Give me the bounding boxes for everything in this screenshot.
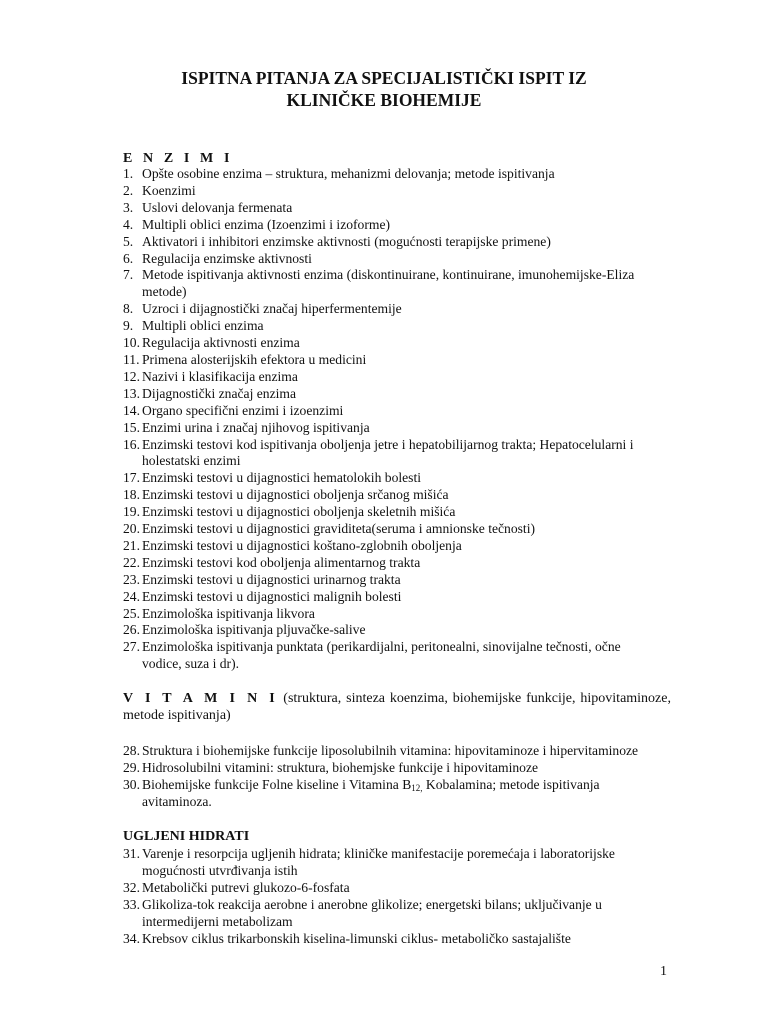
question-text: Organo specifični enzimi i izoenzimi	[142, 402, 344, 418]
section-heading-vitamini-text: V I T A M I N I	[123, 691, 279, 706]
page-number: 1	[660, 964, 667, 979]
question-text: Enzimološka ispitivanja pljuvačke-salive	[142, 622, 366, 638]
question-number: 12.	[123, 368, 140, 384]
question-number: 29.	[123, 759, 140, 775]
question-item	[123, 437, 663, 471]
title-line-2: KLINIČKE BIOHEMIJE	[286, 90, 482, 110]
question-number: 24.	[123, 588, 140, 604]
question-text: Enzimski testovi kod oboljenja alimentarnog trakta	[142, 554, 421, 570]
question-number: 25.	[123, 605, 140, 621]
question-item	[123, 639, 663, 673]
question-item	[123, 555, 663, 572]
ugljeni-hidrati-question-list	[123, 846, 663, 947]
enzimi-question-list	[123, 166, 663, 673]
question-number: 27.	[123, 639, 140, 655]
question-number: 10.	[123, 335, 140, 351]
question-text: Uzroci i dijagnostički značaj hiperfermentemije	[142, 301, 402, 317]
question-item	[123, 386, 663, 403]
title-line-1: ISPITNA PITANJA ZA SPECIJALISTIČKI ISPIT IZ	[181, 68, 587, 88]
question-item	[123, 166, 663, 183]
question-item	[123, 487, 663, 504]
question-item	[123, 369, 663, 386]
question-text: Opšte osobine enzima – struktura, mehanizmi delovanja; metode ispitivanja	[142, 166, 555, 181]
question-number: 5.	[123, 233, 134, 249]
question-item	[123, 267, 663, 301]
question-text: Krebsov ciklus trikarbonskih kiselina-limunski ciklus- metaboličko sastajalište	[142, 930, 571, 946]
question-text: Koenzimi	[142, 182, 196, 198]
question-number: 18.	[123, 487, 140, 503]
question-number: 34.	[123, 930, 140, 946]
question-number: 2.	[123, 182, 134, 198]
question-number: 8.	[123, 301, 134, 317]
question-text: Enzimološka ispitivanja likvora	[142, 605, 315, 621]
question-item	[123, 403, 663, 420]
question-number: 21.	[123, 537, 140, 553]
question-text: Enzimski testovi u dijagnostici malignih bolesti	[142, 588, 402, 604]
section-heading-enzimi-text: E N Z I M I	[123, 151, 233, 166]
question-text: Glikoliza-tok reakcija aerobne i anerobne glikolize; energetski bilans; uključivanje u intermedijerni metabolizam	[142, 896, 602, 929]
vitamin-subscript: 12,	[411, 782, 423, 793]
section-description-vitamini: (struktura, sinteza koenzima, biohemijske funkcije, hipovitaminoze, metode ispitivanja)	[123, 691, 671, 723]
question-number: 17.	[123, 470, 140, 486]
question-text: Multipli oblici enzima (Izoenzimi i izoforme)	[142, 216, 391, 232]
question-number: 4.	[123, 216, 134, 232]
question-item	[123, 589, 663, 606]
question-text: Nazivi i klasifikacija enzima	[142, 368, 298, 384]
question-text-part: Biohemijske funkcije Folne kiseline i Vitamina B	[142, 776, 412, 792]
question-text	[142, 777, 663, 811]
question-item	[123, 504, 663, 521]
section-heading-vitamini	[123, 690, 671, 724]
question-text: Enzimski testovi u dijagnostici oboljenja skeletnih mišića	[142, 504, 456, 520]
question-number: 22.	[123, 554, 140, 570]
question-text: Uslovi delovanja fermenata	[142, 199, 293, 215]
question-text: Primena alosterijskih efektora u medicini	[142, 351, 367, 367]
question-item	[123, 846, 663, 880]
question-text: Metode ispitivanja aktivnosti enzima (diskontinuirane, kontinuirane, imunohemijske-Eliza metode)	[142, 267, 635, 300]
question-item	[123, 251, 663, 268]
question-item	[123, 622, 663, 639]
question-text: Struktura i biohemijske funkcije liposolubilnih vitamina: hipovitaminoze i hipervitaminoze	[142, 743, 639, 758]
question-item	[123, 880, 663, 897]
question-number: 3.	[123, 199, 134, 215]
question-item	[123, 931, 663, 948]
question-text-part: Kobalamina; metode ispitivanja avitaminoza.	[142, 776, 600, 809]
question-number: 13.	[123, 385, 140, 401]
question-number: 33.	[123, 896, 140, 912]
question-item	[123, 521, 663, 538]
question-text: Enzimološka ispitivanja punktata (perikardijalni, peritonealni, sinovijalne tečnosti, očne vodice, suza i dr).	[142, 639, 621, 672]
question-number: 30.	[123, 776, 140, 792]
question-number: 15.	[123, 419, 140, 435]
question-item	[123, 200, 663, 217]
question-number: 14.	[123, 402, 140, 418]
vitamini-question-list	[123, 743, 663, 811]
question-text: Enzimski testovi u dijagnostici urinarnog trakta	[142, 571, 401, 587]
question-text: Regulacija enzimske aktivnosti	[142, 250, 312, 266]
section-heading-enzimi	[123, 150, 233, 167]
section-heading-ugljeni-text: UGLJENI HIDRATI	[123, 829, 250, 844]
question-item	[123, 760, 663, 777]
question-item	[123, 352, 663, 369]
question-number: 6.	[123, 250, 134, 266]
question-text: Enzimski testovi u dijagnostici hematolokih bolesti	[142, 470, 422, 486]
question-item	[123, 217, 663, 234]
question-number: 16.	[123, 436, 140, 452]
question-number: 31.	[123, 846, 140, 861]
question-number: 1.	[123, 166, 134, 181]
question-text: Enzimski testovi kod ispitivanja oboljenja jetre i hepatobilijarnog trakta; Hepatocelularni i holestatski enzimi	[142, 436, 634, 469]
question-item	[123, 538, 663, 555]
question-item	[123, 743, 663, 760]
question-text: Enzimski testovi u dijagnostici koštano-zglobnih oboljenja	[142, 537, 462, 553]
question-number: 20.	[123, 521, 140, 537]
question-text: Multipli oblici enzima	[142, 318, 264, 334]
question-number: 26.	[123, 622, 140, 638]
question-item	[123, 318, 663, 335]
question-number: 11.	[123, 351, 140, 367]
question-number: 19.	[123, 504, 140, 520]
question-text: Enzimi urina i značaj njihovog ispitivanja	[142, 419, 370, 435]
question-number: 23.	[123, 571, 140, 587]
section-heading-ugljeni-hidrati	[123, 828, 249, 845]
question-number: 7.	[123, 267, 134, 283]
question-text: Regulacija aktivnosti enzima	[142, 335, 300, 351]
question-item	[123, 470, 663, 487]
question-number: 28.	[123, 743, 140, 758]
question-text: Metabolički putrevi glukozo-6-fosfata	[142, 879, 350, 895]
question-number: 9.	[123, 318, 134, 334]
question-text: Varenje i resorpcija ugljenih hidrata; kliničke manifestacije poremećaja i laboratorijske mogućnosti utvrđivanja istih	[142, 846, 615, 878]
question-number: 32.	[123, 879, 140, 895]
question-text: Dijagnostički značaj enzima	[142, 385, 296, 401]
question-text: Aktivatori i inhibitori enzimske aktivnosti (mogućnosti terapijske primene)	[142, 233, 551, 249]
question-item	[123, 335, 663, 352]
question-item	[123, 897, 663, 931]
question-item	[123, 183, 663, 200]
question-item	[123, 572, 663, 589]
question-text: Hidrosolubilni vitamini: struktura, biohemjske funkcije i hipovitaminoze	[142, 759, 539, 775]
question-item	[123, 420, 663, 437]
question-text: Enzimski testovi u dijagnostici oboljenja srčanog mišića	[142, 487, 449, 503]
question-text: Enzimski testovi u dijagnostici graviditeta(seruma i amnionske tečnosti)	[142, 521, 535, 537]
question-item	[123, 301, 663, 318]
question-item	[123, 234, 663, 251]
document-title	[0, 67, 768, 111]
question-item	[123, 777, 663, 811]
question-item	[123, 606, 663, 623]
